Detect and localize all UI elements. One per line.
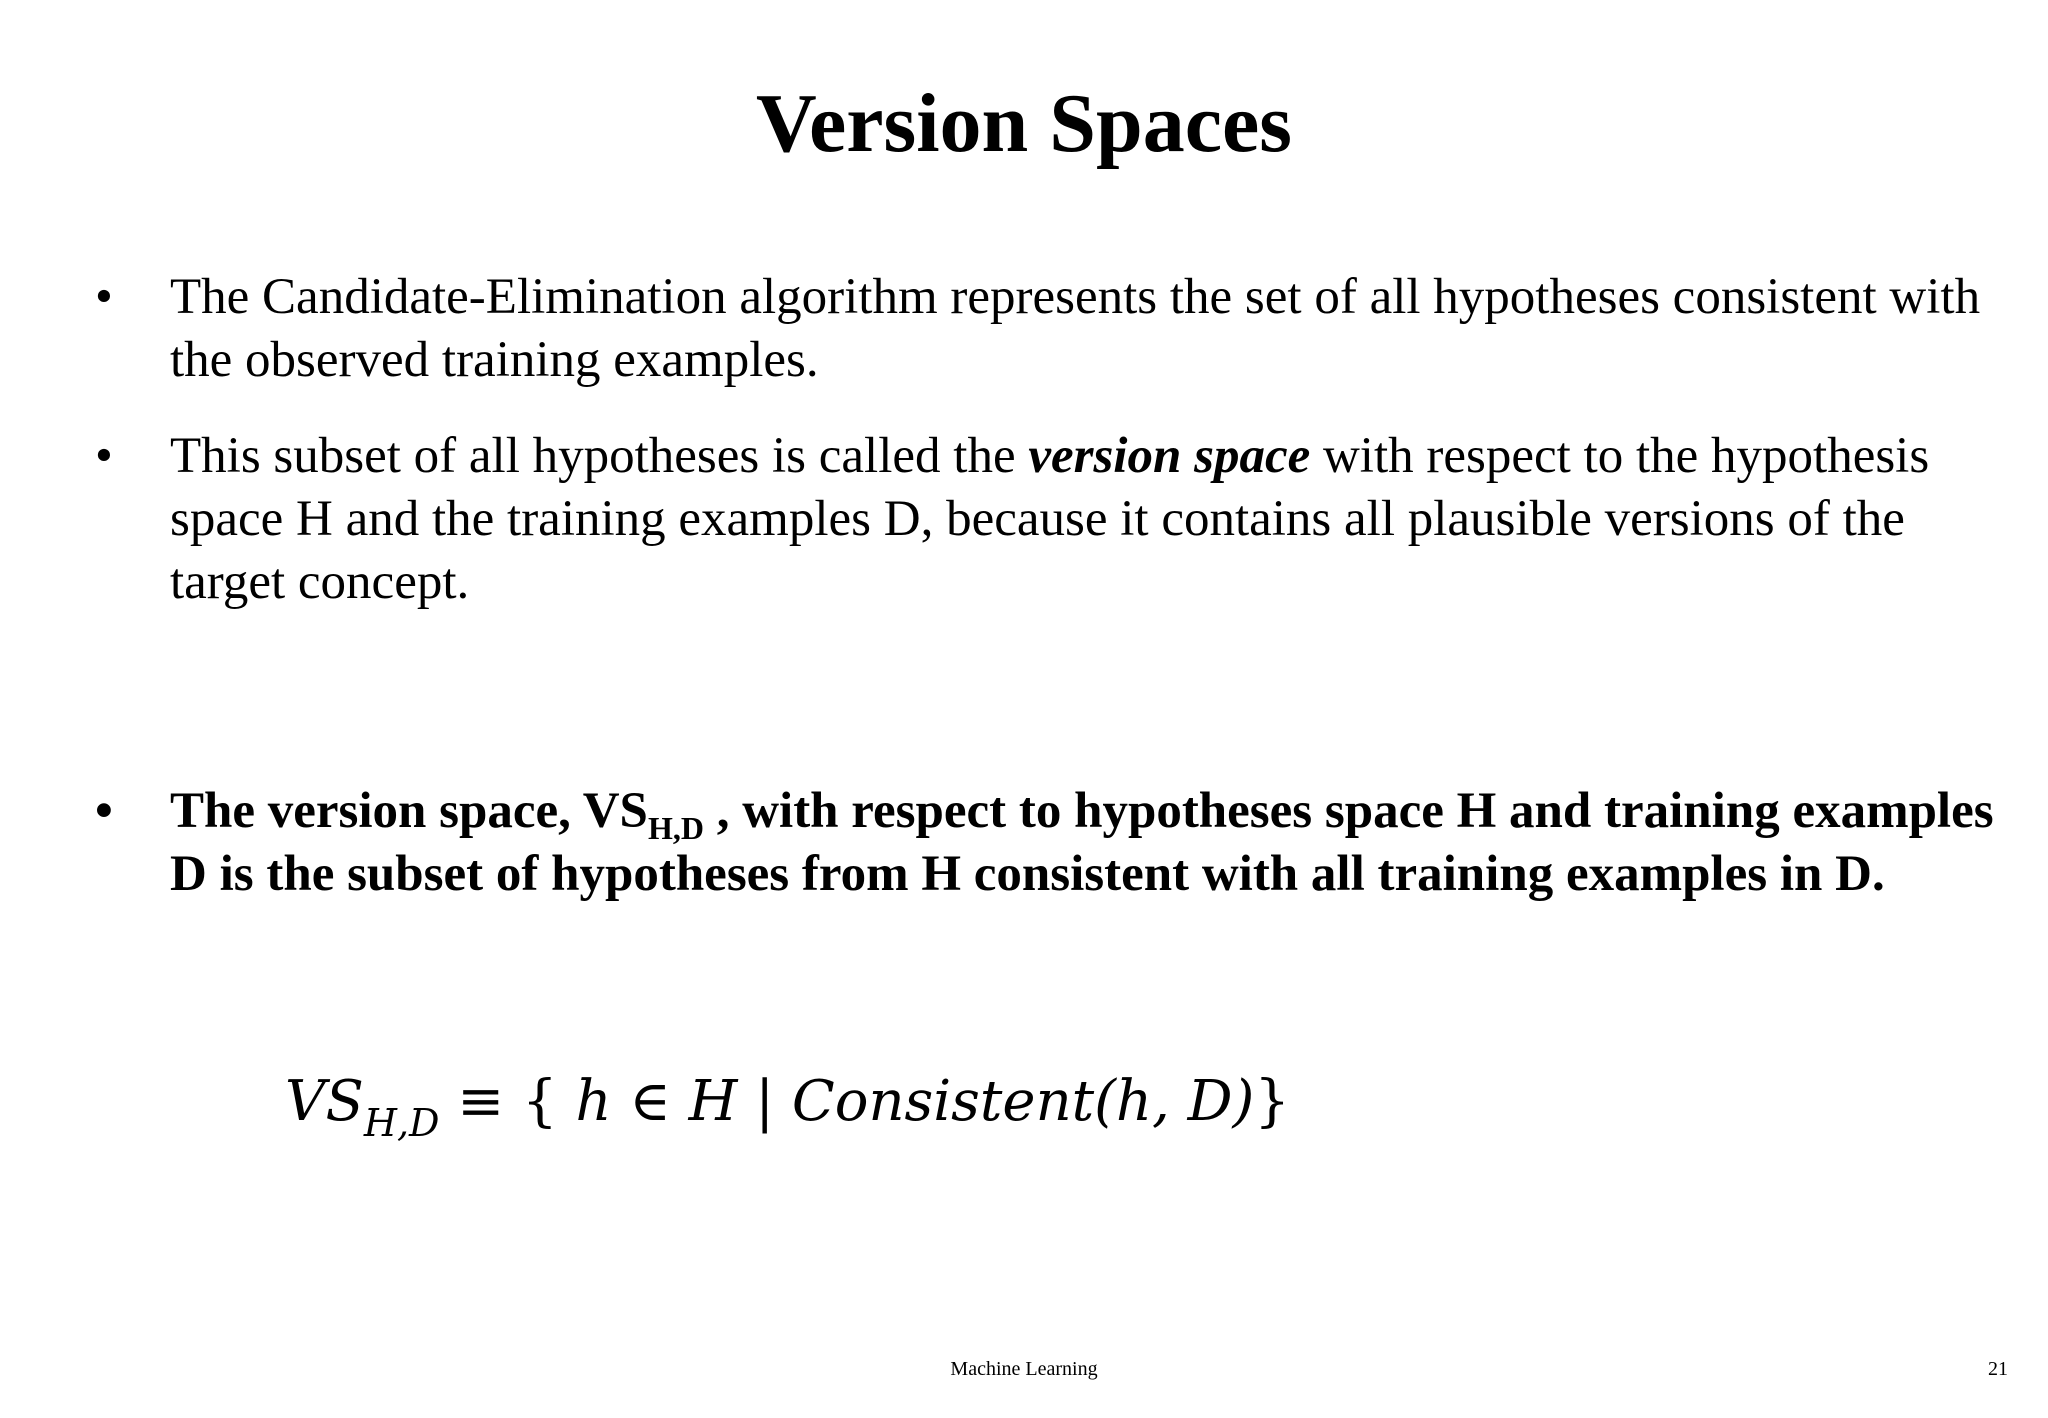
bullet-text bbox=[170, 425, 2025, 614]
bullet-marker: • bbox=[95, 783, 113, 839]
formula-close: } bbox=[1254, 1069, 1291, 1134]
bullet-marker: • bbox=[95, 269, 113, 325]
bullet-marker: • bbox=[95, 428, 113, 484]
version-space-term: version space bbox=[1028, 428, 1311, 484]
formula-member: ∈ bbox=[611, 1069, 689, 1134]
formula-lhs-subscript: H,D bbox=[363, 1101, 440, 1145]
bullet-item-candidate-elimination bbox=[95, 266, 2025, 392]
footer-course-name: Machine Learning bbox=[950, 1358, 1098, 1380]
formula-operator: ≡ { bbox=[439, 1069, 576, 1134]
bullet-text-after: with respect to the hypothesis space H and the training examples D, because it contains all plausible versions of the target concept. bbox=[170, 428, 1930, 610]
formula-args: (h, D) bbox=[1094, 1069, 1255, 1134]
bullet-text-before: This subset of all hypotheses is called the bbox=[170, 428, 1029, 484]
formula-bar: | bbox=[737, 1069, 792, 1134]
formula-lhs: VS bbox=[285, 1069, 364, 1134]
bullet-text-before: The version space, VS bbox=[170, 783, 648, 839]
bullet-text-after: , with respect to hypotheses space H and training examples D is the subset of hypotheses from H consistent with all training examples in D. bbox=[170, 783, 1994, 902]
formula-set: H bbox=[688, 1069, 738, 1134]
formula-var: h bbox=[575, 1069, 612, 1134]
bullet-text bbox=[170, 780, 2025, 906]
slide-title: Version Spaces bbox=[756, 77, 1292, 170]
bullet-item-version-space-definition bbox=[95, 425, 2025, 614]
vs-subscript: H,D bbox=[647, 810, 704, 846]
bullet-text: The Candidate-Elimination algorithm represents the set of all hypotheses consistent with the observed training examples. bbox=[170, 269, 1981, 388]
version-space-formula bbox=[285, 1062, 1291, 1145]
bullet-item-formal-definition bbox=[95, 780, 2025, 906]
footer-page-number: 21 bbox=[1988, 1358, 2008, 1380]
formula-predicate: Consistent bbox=[791, 1069, 1095, 1134]
